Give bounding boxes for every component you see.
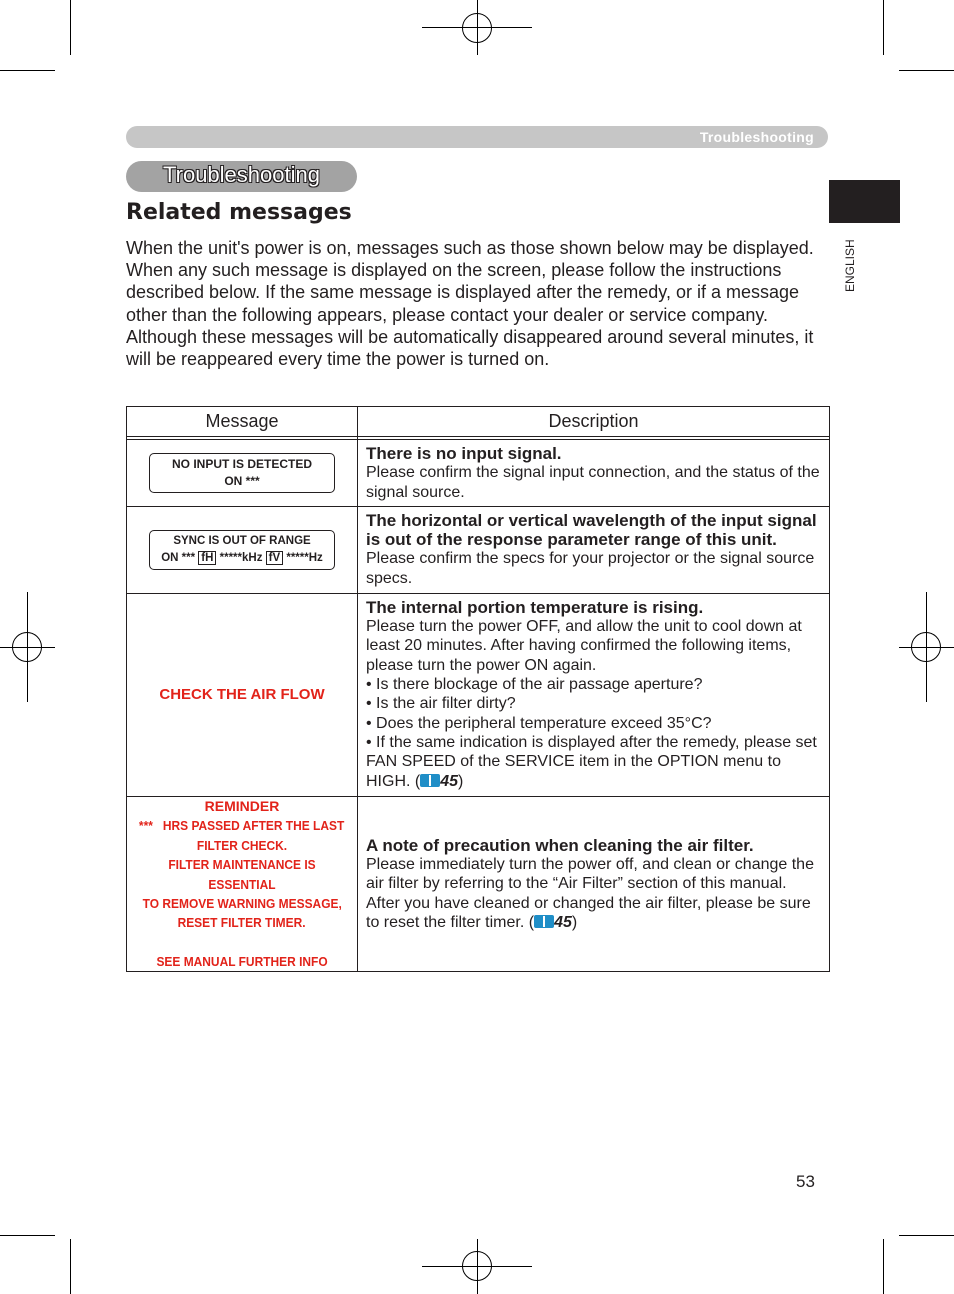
messages-table — [126, 406, 830, 972]
osd-reminder-title: REMINDER — [204, 797, 280, 814]
osd-khz: *****kHz — [219, 551, 263, 564]
bullet-item: • Is the air filter dirty? — [366, 695, 516, 713]
intro-text — [126, 237, 826, 370]
row-title: A note of precaution when cleaning the air filter. — [366, 835, 754, 855]
osd-on: ON *** — [161, 551, 196, 564]
message-cell — [127, 440, 358, 507]
page-reference[interactable]: 45 — [440, 772, 459, 790]
page-heading: Related messages — [126, 200, 352, 225]
table-header-row — [127, 407, 830, 437]
message-cell — [127, 506, 358, 593]
page-number: 53 — [796, 1172, 815, 1191]
row-body: Please turn the power OFF, and allow the unit to cool down at least 20 minutes. After having confirmed the following items, please turn the power ON again. — [366, 618, 802, 674]
side-tab — [829, 180, 900, 223]
osd-reminder-line: RESET FILTER TIMER. — [177, 915, 307, 931]
bullet-item — [366, 733, 821, 791]
row-body — [366, 855, 821, 932]
osd-reminder-footer: SEE MANUAL FURTHER INFO — [156, 953, 328, 969]
table-row — [127, 593, 830, 796]
row-title: The horizontal or vertical wavelength of the input signal is out of the response parameter range of this unit. — [366, 510, 817, 550]
osd-text: HRS PASSED AFTER THE LAST — [163, 818, 345, 834]
section-title: Troubleshooting — [163, 162, 320, 187]
header-description: Description — [358, 407, 830, 437]
description-cell — [358, 440, 830, 507]
table-row — [127, 506, 830, 593]
table-row — [127, 440, 830, 507]
book-icon — [534, 915, 554, 928]
osd-fv-label: fV — [266, 551, 284, 565]
osd-reminder-line — [127, 816, 357, 835]
osd-hz: *****Hz — [286, 551, 323, 564]
section-title-pill — [126, 161, 357, 192]
row-body: Please confirm the signal input connection, and the status of the signal source. — [366, 464, 820, 501]
osd-check-air-flow: CHECK THE AIR FLOW — [159, 685, 325, 703]
osd-reminder-line: FILTER CHECK. — [196, 837, 288, 853]
description-cell — [358, 796, 830, 971]
table-row — [127, 796, 830, 971]
osd-line: SYNC IS OUT OF RANGE — [173, 534, 311, 547]
bullet-item: • Does the peripheral temperature exceed 35°C? — [366, 714, 712, 732]
osd-fh-label: fH — [198, 551, 216, 565]
description-cell — [358, 506, 830, 593]
message-cell — [127, 593, 358, 796]
description-cell — [358, 593, 830, 796]
osd-line: ON *** — [224, 473, 260, 488]
bullet-item: • Is there blockage of the air passage aperture? — [366, 676, 703, 694]
osd-line: NO INPUT IS DETECTED — [171, 456, 312, 471]
message-cell — [127, 796, 358, 971]
side-language-label: ENGLISH — [843, 239, 857, 292]
ref-close: ) — [458, 772, 464, 790]
osd-stars: *** — [139, 818, 154, 834]
osd-reminder-line: TO REMOVE WARNING MESSAGE, — [142, 895, 342, 911]
osd-reminder-line: FILTER MAINTENANCE IS ESSENTIAL — [168, 857, 316, 892]
header-message: Message — [127, 407, 358, 437]
osd-no-input — [149, 453, 335, 493]
ref-close: ) — [571, 913, 578, 931]
bullet-text: • If the same indication is displayed after the remedy, please set FAN SPEED of the SERVICE item in the OPTION menu to HIGH. ( — [366, 733, 817, 790]
running-header-label: Troubleshooting — [699, 129, 814, 145]
book-icon — [420, 774, 440, 787]
row-body-text: Please immediately turn the power off, and clean or change the air filter by referring to the “Air Filter” section of this manual. After you have cleaned or changed the air filter, please be sure to reset the filter timer. ( — [366, 856, 814, 931]
row-title: There is no input signal. — [366, 444, 562, 463]
row-body: Please confirm the specs for your projector or the signal source specs. — [366, 550, 815, 587]
page-reference[interactable]: 45 — [554, 913, 572, 931]
osd-sync-out-of-range — [149, 530, 335, 570]
intro-paragraph-1: When the unit's power is on, messages such as those shown below may be displayed. When any such message is displayed on the screen, please follow the instructions described below. If the same message is displayed after the remedy, or if a message other than the following appears, please contact your dealer or service company. — [126, 238, 814, 325]
intro-paragraph-2: Although these messages will be automatically disappeared around several minutes, it will be reappeared every time the power is turned on. — [126, 326, 814, 370]
running-header — [126, 126, 828, 148]
row-title: The internal portion temperature is rising. — [366, 597, 704, 617]
